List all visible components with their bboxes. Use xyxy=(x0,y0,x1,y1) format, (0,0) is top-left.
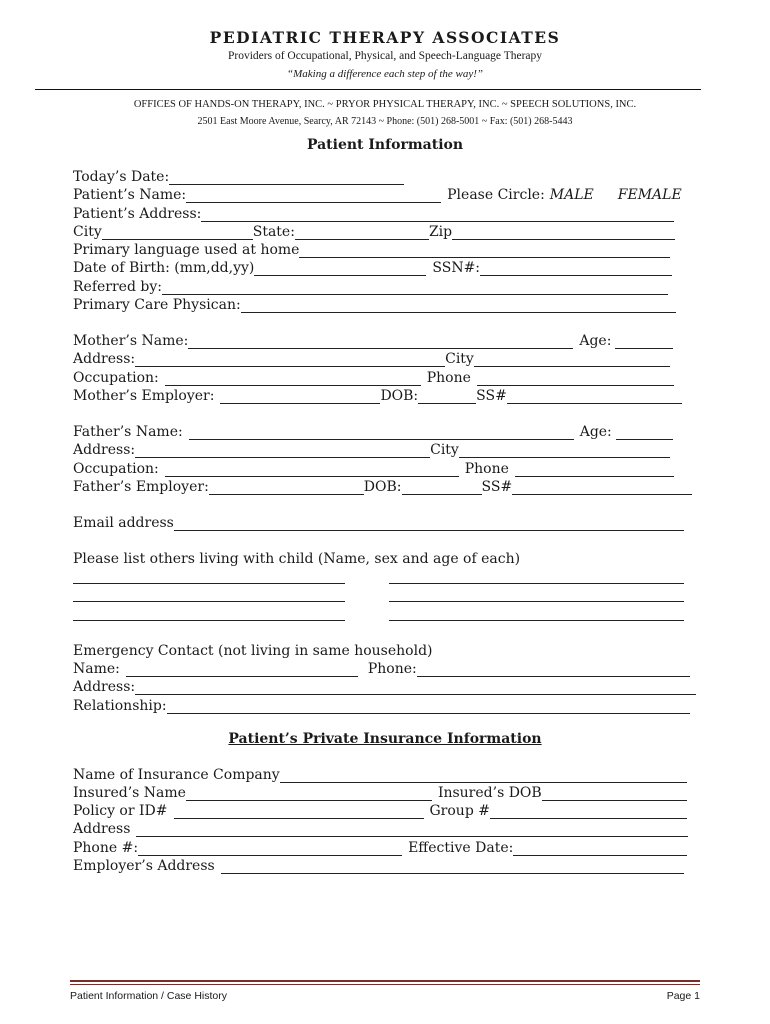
insurance-phone-field[interactable] xyxy=(138,841,402,856)
employer-address-label: Employer’s Address xyxy=(73,858,215,874)
email-field[interactable] xyxy=(174,516,684,531)
mother-dob-field[interactable] xyxy=(418,389,476,404)
physician-label: Primary Care Physican: xyxy=(73,297,241,313)
header-rule xyxy=(35,89,701,90)
city-field[interactable] xyxy=(102,225,253,240)
insurance-address-label: Address xyxy=(73,821,131,837)
ssn-field[interactable] xyxy=(480,261,672,276)
insurance-company-row xyxy=(73,765,710,783)
father-dob-field[interactable] xyxy=(402,480,482,495)
insured-name-label: Insured’s Name xyxy=(73,785,186,801)
mother-age-field[interactable] xyxy=(615,334,673,349)
dob-ssn-row xyxy=(73,258,710,276)
father-name-field[interactable] xyxy=(189,425,574,440)
emergency-relationship-row xyxy=(73,696,710,714)
emergency-relationship-field[interactable] xyxy=(167,699,690,714)
insurance-address-field[interactable] xyxy=(136,822,688,837)
father-phone-field[interactable] xyxy=(515,462,674,477)
emergency-address-field[interactable] xyxy=(135,680,696,695)
patient-dob-field[interactable] xyxy=(254,261,426,276)
todays-date-row xyxy=(73,167,710,185)
state-field[interactable] xyxy=(295,225,429,240)
patient-name-row xyxy=(73,185,710,203)
mother-city-label: City xyxy=(445,351,474,367)
mother-occupation-field[interactable] xyxy=(165,371,421,386)
language-label: Primary language used at home xyxy=(73,242,300,258)
page-footer xyxy=(70,980,700,1010)
others-line-left-2[interactable] xyxy=(73,601,345,602)
referred-field[interactable] xyxy=(162,280,668,295)
father-address-row xyxy=(73,440,710,458)
address-line: 2501 East Moore Avenue, Searcy, AR 72143 ~ Phone: (501) 268-5001 ~ Fax: (501) 268-5443 xyxy=(197,116,573,127)
organization-subtitle: Providers of Occupational, Physical, and Speech-Language Therapy xyxy=(227,50,543,62)
insured-name-field[interactable] xyxy=(186,786,432,801)
patient-address-label: Patient’s Address: xyxy=(73,206,202,222)
mother-dob-label: DOB: xyxy=(380,388,419,404)
footer-document-name: Patient Information / Case History xyxy=(70,990,227,1002)
insurance-company-field[interactable] xyxy=(280,768,687,783)
mother-employer-label: Mother’s Employer: xyxy=(73,388,215,404)
mother-ss-label: SS# xyxy=(476,388,507,404)
please-circle-label: Please Circle: xyxy=(447,187,545,203)
father-occupation-label: Occupation: xyxy=(73,461,159,477)
mother-occupation-label: Occupation: xyxy=(73,370,159,386)
effective-date-label: Effective Date: xyxy=(408,840,514,856)
others-line-right-1[interactable] xyxy=(389,583,684,584)
language-field[interactable] xyxy=(299,243,670,258)
emergency-address-row xyxy=(73,677,710,695)
state-label: State: xyxy=(252,224,295,240)
father-city-label: City xyxy=(430,442,459,458)
city-state-zip-row xyxy=(73,222,710,240)
father-age-field[interactable] xyxy=(616,425,673,440)
father-age-label: Age: xyxy=(579,424,612,440)
zip-label: Zip xyxy=(428,224,453,240)
father-occupation-row xyxy=(73,459,710,477)
referred-row xyxy=(73,277,710,295)
patient-address-row xyxy=(73,204,710,222)
employer-address-field[interactable] xyxy=(221,859,684,874)
male-option[interactable]: MALE xyxy=(549,187,594,203)
insurance-address-row xyxy=(73,819,710,837)
mother-name-field[interactable] xyxy=(188,334,573,349)
mother-age-label: Age: xyxy=(579,333,612,349)
father-address-label: Address: xyxy=(73,442,136,458)
policy-field[interactable] xyxy=(174,804,424,819)
policy-label: Policy or ID# xyxy=(73,803,168,819)
offices-line: OFFICES OF HANDS-ON THERAPY, INC. ~ PRYOR PHYSICAL THERAPY, INC. ~ SPEECH SOLUTIONS, INC. xyxy=(133,99,637,110)
others-row xyxy=(73,549,710,567)
ssn-label: SSN#: xyxy=(432,260,481,276)
father-dob-label: DOB: xyxy=(363,479,402,495)
organization-name: PEDIATRIC THERAPY ASSOCIATES xyxy=(209,28,561,47)
others-line-left-3[interactable] xyxy=(73,620,345,621)
zip-field[interactable] xyxy=(452,225,675,240)
father-ss-field[interactable] xyxy=(512,480,692,495)
father-occupation-field[interactable] xyxy=(165,462,459,477)
emergency-heading-row xyxy=(73,641,710,659)
father-city-field[interactable] xyxy=(459,443,670,458)
mother-name-row xyxy=(73,331,710,349)
patient-info-title: Patient Information xyxy=(306,137,464,153)
todays-date-label: Today’s Date: xyxy=(73,169,170,185)
insured-row xyxy=(73,783,710,801)
father-address-field[interactable] xyxy=(135,443,430,458)
emergency-phone-label: Phone: xyxy=(367,661,417,677)
father-name-row xyxy=(73,422,710,440)
referred-label: Referred by: xyxy=(73,279,162,295)
emergency-name-label: Name: xyxy=(73,661,120,677)
city-label: City xyxy=(73,224,102,240)
emergency-address-label: Address: xyxy=(73,679,136,695)
policy-row xyxy=(73,801,710,819)
others-label: Please list others living with child (Name, sex and age of each) xyxy=(73,551,521,567)
employer-address-row xyxy=(73,856,710,874)
language-row xyxy=(73,240,710,258)
mother-city-field[interactable] xyxy=(474,352,670,367)
mother-phone-field[interactable] xyxy=(477,371,674,386)
insured-dob-label: Insured’s DOB xyxy=(437,785,542,801)
footer-rule-thick xyxy=(70,980,700,982)
todays-date-field[interactable] xyxy=(169,170,404,185)
female-option[interactable]: FEMALE xyxy=(617,187,682,203)
physician-row xyxy=(73,295,710,313)
organization-motto: “Making a difference each step of the way!” xyxy=(286,68,484,80)
father-ss-label: SS# xyxy=(481,479,513,495)
effective-date-field[interactable] xyxy=(513,841,687,856)
mother-address-row xyxy=(73,349,710,367)
insurance-phone-label: Phone #: xyxy=(73,840,139,856)
emergency-name-field[interactable] xyxy=(126,662,358,677)
father-employer-row xyxy=(73,477,710,495)
email-label: Email address xyxy=(73,515,174,531)
emergency-heading: Emergency Contact (not living in same household) xyxy=(73,643,433,659)
insurance-company-label: Name of Insurance Company xyxy=(73,767,280,783)
mother-occupation-row xyxy=(73,368,710,386)
insured-dob-field[interactable] xyxy=(542,786,687,801)
others-line-left-1[interactable] xyxy=(73,583,345,584)
emergency-name-row xyxy=(73,659,710,677)
footer-rule-thin xyxy=(70,984,700,985)
insurance-title: Patient’s Private Insurance Information xyxy=(228,731,542,747)
emergency-phone-field[interactable] xyxy=(417,662,690,677)
mother-employer-row xyxy=(73,386,710,404)
mother-employer-field[interactable] xyxy=(220,389,380,404)
mother-address-label: Address: xyxy=(73,351,136,367)
others-line-right-2[interactable] xyxy=(389,601,684,602)
patient-name-field[interactable] xyxy=(186,188,441,203)
father-employer-field[interactable] xyxy=(209,480,364,495)
patient-address-field[interactable] xyxy=(201,207,674,222)
email-row xyxy=(73,513,710,531)
others-line-right-3[interactable] xyxy=(389,620,684,621)
insurance-phone-row xyxy=(73,838,710,856)
patient-name-label: Patient’s Name: xyxy=(73,187,187,203)
mother-ss-field[interactable] xyxy=(507,389,682,404)
emergency-relationship-label: Relationship: xyxy=(73,698,167,714)
mother-phone-label: Phone xyxy=(426,370,471,386)
mother-address-field[interactable] xyxy=(135,352,445,367)
mother-name-label: Mother’s Name: xyxy=(73,333,189,349)
group-label: Group # xyxy=(429,803,490,819)
patient-dob-label: Date of Birth: (mm,dd,yy) xyxy=(73,260,255,276)
father-employer-label: Father’s Employer: xyxy=(73,479,209,495)
footer-page-number: Page 1 xyxy=(666,990,700,1002)
physician-field[interactable] xyxy=(241,298,676,313)
father-name-label: Father’s Name: xyxy=(73,424,183,440)
father-phone-label: Phone xyxy=(464,461,509,477)
group-field[interactable] xyxy=(490,804,687,819)
